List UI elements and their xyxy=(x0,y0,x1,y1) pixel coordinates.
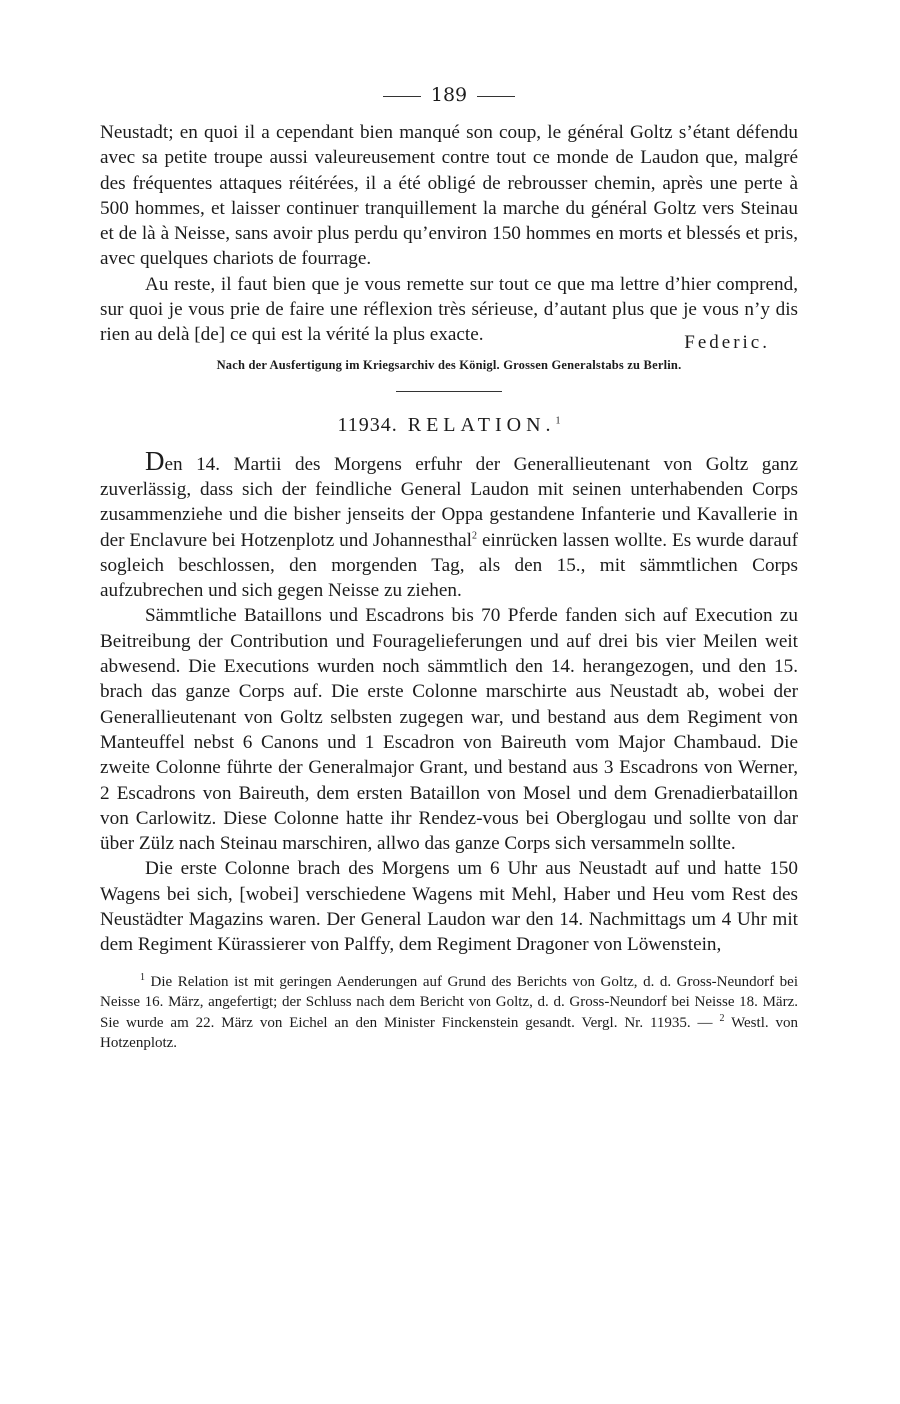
footnote-1-text: Die Relation ist mit geringen Aenderungen auf Grund des Berichts von Goltz, d. d. Gross-Neundorf bei Neisse 16. März, angefertigt; der Schluss nach dem Bericht von Goltz, d. d. Gross-Neundorf bei Neisse 18. März. Sie wurde am 22. März von Eichel an den Minister Finckenstein gesandt. Vergl. Nr. 11935. — xyxy=(100,973,798,1031)
footnote-1-marker: 1 xyxy=(140,971,145,983)
section-divider xyxy=(396,391,502,392)
initial-letter: D xyxy=(145,445,165,476)
footnote-ref-2: 2 xyxy=(472,530,478,542)
header-dash-left xyxy=(383,96,421,97)
signature: Federic. xyxy=(684,331,770,353)
relation-paragraph-2: Sämmtliche Bataillons und Escadrons bis 70 Pferde fanden sich auf Execution zu Beitreibung der Contribution und Fouragelieferungen und auf drei bis vier Meilen weit abwesend. Die Executions wurden noch sämmtlich den 14. herangezogen, und den 15. brach das ganze Corps auf. Die erste Colonne marschirte aus Neustadt ab, wobei der Generallieutenant von Goltz selbsten zugegen war, und bestand aus dem Regiment von Manteuffel nebst 6 Canons und 1 Escadron von Baireuth vom Major Chambaud. Die zweite Colonne führte der Generalmajor Grant, und bestand aus 3 Escadrons von Werner, 2 Escadrons von Baireuth, dem ersten Bataillon von Mosel und dem Grenadierbataillon von Carlowitz. Diese Colonne hatte ihr Rendez-vous bei Oberglogau und sollte von dar über Zülz nach Steinau marschiren, allwo das ganze Corps sich versammeln sollte. xyxy=(100,605,798,855)
header-dash-right xyxy=(477,96,515,97)
letter-paragraph-1: Neustadt; en quoi il a cependant bien manqué son coup, le général Goltz s’étant défendu avec sa petite troupe aussi valeureusement contre tout ce monde de Laudon que, malgré des fréquentes attaques réitérées, il a été obligé de rebrousser chemin, après une perte à 500 hommes, et laisser continuer tranquillement la marche du général Goltz vers Steinau et de là à Neisse, sans avoir plus perdu qu’environ 150 hommes en morts et blessés et pris, avec quelques chariots de fourrage. xyxy=(100,122,798,270)
document-title xyxy=(100,414,798,437)
letter-paragraph-2: Au reste, il faut bien que je vous remette sur tout ce que ma lettre d’hier comprend, sur quoi je vous prie de faire une réflexion très sérieuse, d’autant plus que je vous n’y dis rien au delà [de] ce qui est la vérité la plus exacte. xyxy=(100,273,798,346)
book-page xyxy=(100,84,798,1054)
document-number: 11934. xyxy=(337,413,398,436)
footnotes xyxy=(100,972,798,1054)
relation-paragraph-1-text-a: en 14. Martii des Morgens erfuhr der Generallieutenant von Goltz ganz zuverlässig, dass sich der feindliche General Laudon mit seinen unterhabenden Corps zusammenziehe und die bisher jenseits der Oppa gestandene Infanterie und Kavallerie in der Enclavure bei Hotzenplotz und Johannesthal xyxy=(100,453,798,551)
footnote-2-text: Westl. von Hotzenplotz. xyxy=(100,1014,798,1052)
running-header xyxy=(100,84,798,110)
document-heading: RELATION. xyxy=(407,413,556,436)
relation-paragraph-3: Die erste Colonne brach des Morgens um 6 Uhr aus Neustadt auf und hatte 150 Wagens bei sich, [wobei] verschiedene Wagens mit Mehl, Haber und Heu vom Rest des Neustädter Magazins waren. Der General Laudon war den 14. Nachmittags um 4 Uhr mit dem Regiment Kürassierer von Palffy, dem Regiment Dragoner von Löwenstein, xyxy=(100,858,798,956)
footnote-2-marker: 2 xyxy=(719,1012,725,1024)
source-note: Nach der Ausfertigung im Kriegsarchiv des Königl. Grossen Generalstabs zu Berlin. xyxy=(216,357,682,372)
footnote-1 xyxy=(100,972,798,1054)
footnote-ref-1: 1 xyxy=(555,415,561,427)
page-number: 189 xyxy=(430,84,468,106)
relation-paragraph-1 xyxy=(100,445,798,604)
relation-paragraph-1-text-b: einrücken lassen wollte. Es wurde darauf sogleich beschlossen, den morgenden Tag, als den 15., mit sämmtlichen Corps aufzubrechen und sich gegen Neisse zu ziehen. xyxy=(100,529,798,602)
